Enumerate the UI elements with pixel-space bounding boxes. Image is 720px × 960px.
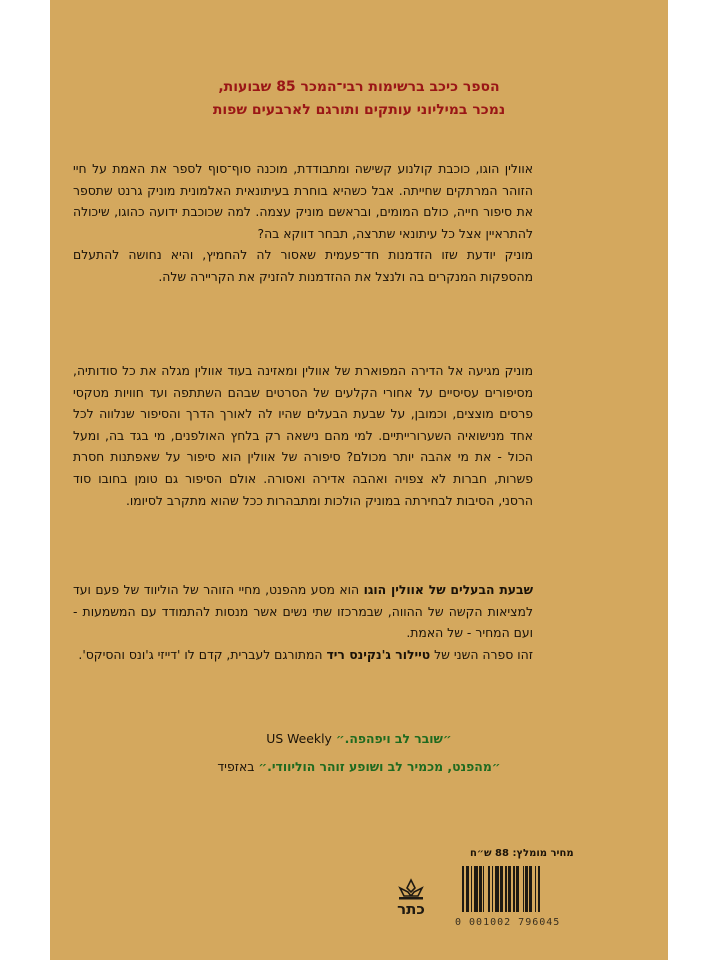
price-label: מחיר מומלץ: 88 ש״ח [470,848,574,859]
barcode [462,866,572,916]
paragraph-3: מוניק מגיעה אל הדירה המפוארת של אוולין ומאזינה בעוד אוולין מגלה את כל סודותיה, מסיפורים עסיסיים על אחורי הקלעים של הסרטים שבהם השתתפה ועד חוויות מטקסי פרסים מוצצים, וכמובן, על שבעת הבעלים שהיו לה לאורך הדרך והסיפור שנלווה לכל אחד מנישואיה השערורייתיים. למי מהם נישאה רק בלחץ האולפנים, מי בגד בה, ומעל הכול - את מי אהבה יותר מכולם? סיפורה של אוולין הוא סיפור על שאפתנות חסרת פשרות, חברות לא צפויה ואהבה אדירה ואסורה. אולם הסיפור גם טומן בחובו סוד הרסני, הסיבות לבחירתה במוניק הולכות ומתבהרות ככל שהוא מתקרב לסיומו. [73,363,533,508]
synopsis-top [73,158,533,288]
crown-icon [396,878,426,900]
barcode-bar [540,866,541,912]
quote-text: ״שובר לב ויפהפה.״ [335,731,452,746]
author-name: טיילור ג'נקינס ריד [326,646,431,662]
book-title: שבעת הבעלים של אוולין הוגו [363,582,533,597]
headline [50,76,668,122]
paragraph-1: אוולין הוגו, כוכבת קולנוע קשישה ומתבודדת, מוכנה סוף־סוף לספר את האמת על חיי הזוהר המרתקים שחייתה. אבל כשהיא בוחרת בעיתונאית האלמונית מוניק גרנט שתספר את סיפור חייה, כולם המומים, ובראשם מוניק עצמה. למה שכוכבת ידועה כהוגו, שיכולה להתראיין אצל כל עיתונאי שתרצה, תבחר דווקא בה? [73,161,533,241]
paragraph-2: מוניק יודעת שזו הזדמנות חד־פעמית שאסור לה להחמיץ, והיא נחושה להתעלם מהספקות המנקרים בה ולנצל את ההזדמנות להזניק את הקריירה שלה. [73,247,533,284]
synopsis-bottom [73,579,533,665]
headline-line-2: נמכר במיליוני עותקים ותורגם לארבעים שפות [212,102,506,118]
synopsis-middle [73,360,533,511]
quote-text: ״מהפנט, מכמיר לב ושופע זוהר הוליוודי.״ [258,759,501,774]
publisher-name: כתר [397,900,425,918]
quote-source: US Weekly [266,731,332,746]
paragraph-5-start: זהו ספרה השני של [430,646,533,662]
barcode-number: 0 001002 796045 [455,917,561,928]
review-quotes [50,725,668,781]
review-quote [50,725,668,753]
quote-source: באזפיד [217,759,255,774]
paragraph-5-end: המתורגם לעברית, קדם לו 'דייזי ג'ונס והסיקס'. [78,646,327,662]
paragraph-4-text: הוא מסע מהפנט, מחיי הזוהר של הוליווד של פעם ועד למציאות הקשה של ההווה, שבמרכזו שתי נשים אשר מנסות להתמודד עם המשמעות - ועם המחיר - של האמת. [73,582,533,641]
paragraph-5 [73,644,533,666]
publisher-logo [392,878,430,924]
headline-line-1: הספר כיכב ברשימות רבי־המכר 85 שבועות, [218,79,500,95]
review-quote [50,753,668,781]
paragraph-4 [73,579,533,644]
